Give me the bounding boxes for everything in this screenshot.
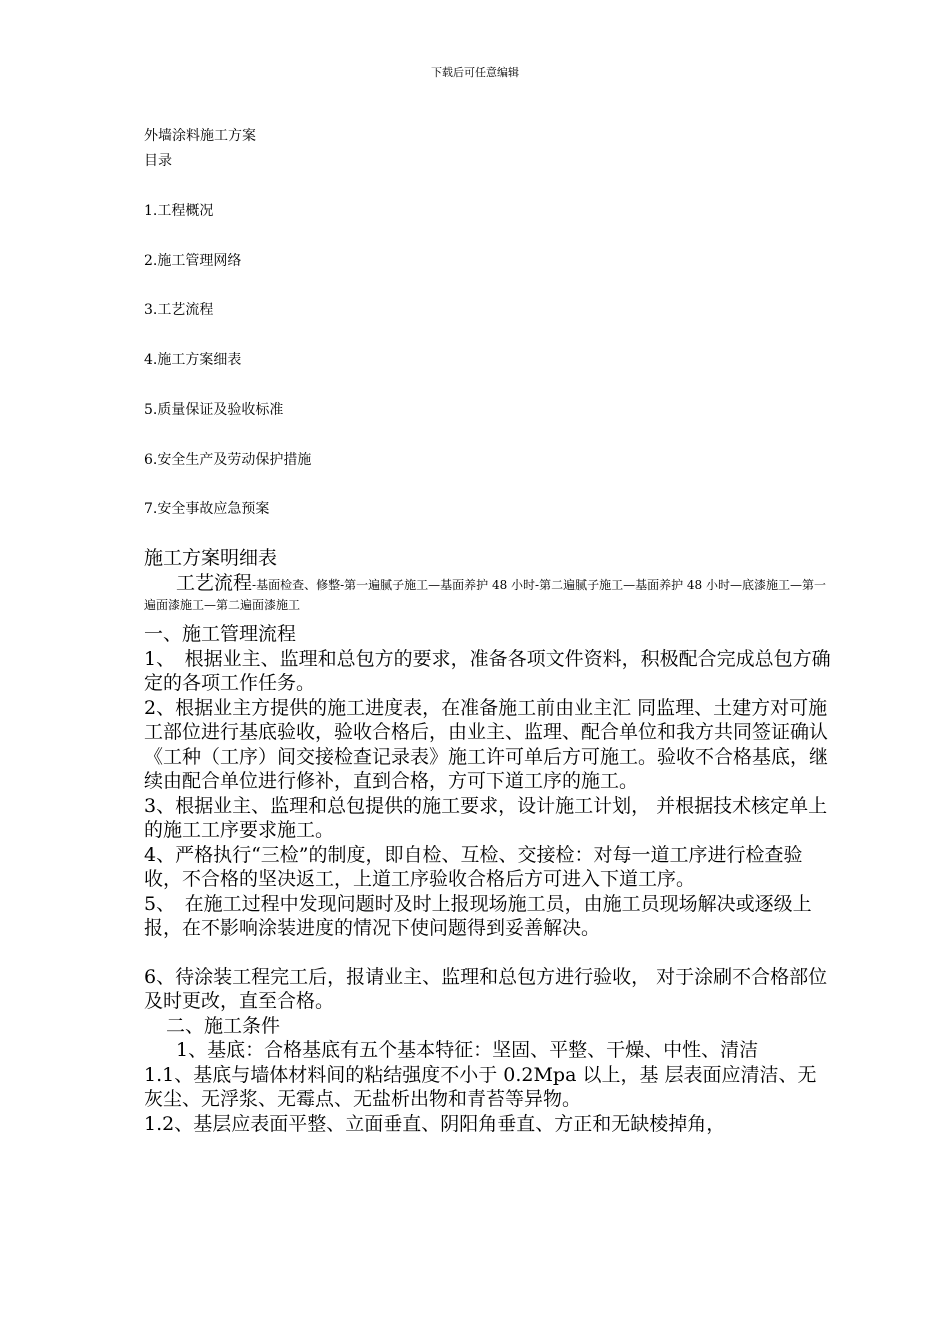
paragraph: 3、根据业主、监理和总包提供的施工要求，设计施工计划， 并根据技术核定单上的施工工序要求施工。 bbox=[144, 794, 828, 841]
toc-item: 2.施工管理网络 bbox=[144, 253, 242, 269]
paragraph: 1.2、基层应表面平整、立面垂直、阴阳角垂直、方正和无缺棱掉角， bbox=[144, 1112, 726, 1135]
toc-item: 1.工程概况 bbox=[144, 203, 214, 219]
heading-construction-conditions: 二、施工条件 bbox=[166, 1014, 281, 1037]
section-title: 施工方案明细表 bbox=[144, 547, 278, 569]
toc-item: 3.工艺流程 bbox=[144, 302, 214, 318]
spacer bbox=[144, 941, 834, 965]
process-flow bbox=[144, 573, 834, 615]
paragraph: 2、根据业主方提供的施工进度表，在准备施工前由业主汇 同监理、土建方对可施工部位进行基底验收，验收合格后，由业主、监理、配合单位和我方共同签证确认《工种（工序）间交接检查记录表》施工许可单后方可施工。验收不合格基底，继续由配合单位进行修补，直到合格，方可下道工序的施工。 bbox=[144, 696, 829, 792]
toc-item: 5.质量保证及验收标准 bbox=[144, 402, 284, 418]
process-flow-lead: 工艺流程 bbox=[176, 572, 253, 594]
paragraph: 1、 根据业主、监理和总包方的要求，准备各项文件资料，积极配合完成总包方确定的各项工作任务。 bbox=[144, 647, 831, 694]
paragraph: 1、基底：合格基底有五个基本特征：坚固、平整、干燥、中性、清洁 bbox=[176, 1039, 759, 1061]
paragraph: 6、待涂装工程完工后，报请业主、监理和总包方进行验收， 对于涂刷不合格部位及时更改，直至合格。 bbox=[144, 965, 828, 1012]
paragraph: 5、 在施工过程中发现问题时及时上报现场施工员，由施工员现场解决或逐级上报，在不影响涂装进度的情况下使问题得到妥善解决。 bbox=[144, 892, 812, 939]
paragraph: 4、严格执行“三检”的制度，即自检、互检、交接检：对每一道工序进行检查验收，不合格的坚决返工，上道工序验收合格后方可进入下道工序。 bbox=[144, 843, 803, 890]
page-header: 下载后可任意编辑 bbox=[431, 66, 519, 79]
toc-heading: 目录 bbox=[144, 153, 172, 169]
toc-item: 4.施工方案细表 bbox=[144, 352, 242, 368]
document-title: 外墙涂料施工方案 bbox=[144, 128, 256, 144]
process-flow-text: -基面检查、修整-第一遍腻子施工—基面养护 48 小时-第二遍腻子施工—基面养护 48 小时—底漆施工—第一遍面漆施工—第二遍面漆施工 bbox=[144, 578, 826, 612]
toc-item: 7.安全事故应急预案 bbox=[144, 501, 270, 517]
toc-item: 6.安全生产及劳动保护措施 bbox=[144, 452, 312, 468]
body-text bbox=[144, 622, 834, 1136]
heading-management-flow: 一、施工管理流程 bbox=[144, 623, 297, 645]
paragraph: 1.1、基底与墙体材料间的粘结强度不小于 0.2Mpa 以上，基 层表面应清洁、无灰尘、无浮浆、无霉点、无盐析出物和青苔等异物。 bbox=[144, 1063, 817, 1110]
